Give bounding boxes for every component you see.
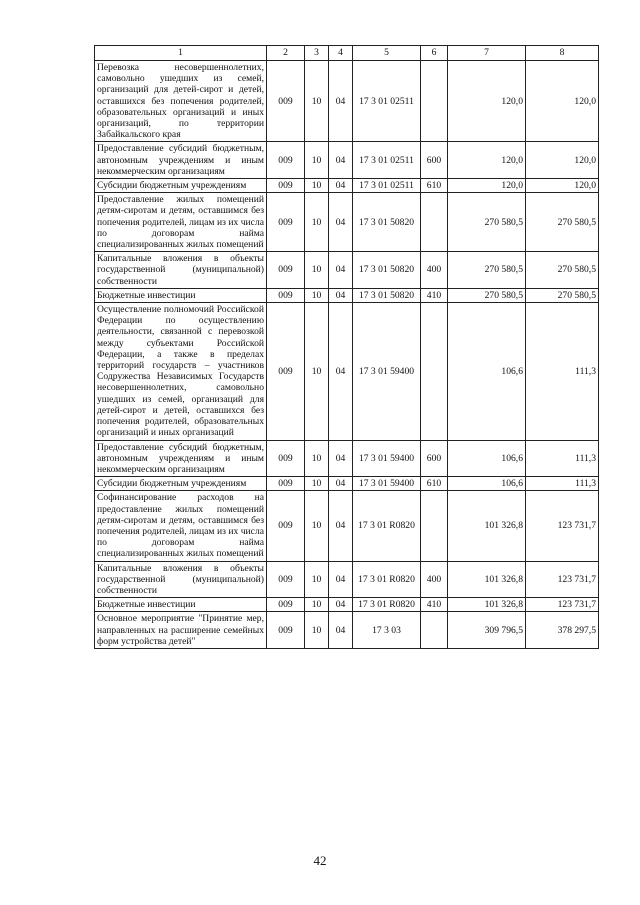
amount-year1-cell: 106,6 [448,303,526,440]
amount-year1-cell: 101 326,8 [448,598,526,612]
row-name-cell: Предоставление жилых помещений детям-сиротам и детям, оставшимся без попечения родителей, лицам из их числа по договорам найма специализированных жилых помещений [95,193,267,252]
target-article-cell: 17 3 03 [353,612,421,649]
header-row [95,46,599,61]
admin-code-cell: 009 [267,142,305,179]
amount-year2-cell: 120,0 [526,179,599,193]
amount-year2-cell: 111,3 [526,477,599,491]
expense-type-cell: 610 [421,477,448,491]
admin-code-cell: 009 [267,477,305,491]
expense-type-cell [421,303,448,440]
amount-year2-cell: 270 580,5 [526,193,599,252]
amount-year1-cell: 270 580,5 [448,193,526,252]
expense-type-cell: 410 [421,598,448,612]
row-name-cell: Бюджетные инвестиции [95,598,267,612]
target-article-cell: 17 3 01 59400 [353,477,421,491]
amount-year2-cell: 270 580,5 [526,288,599,302]
expense-type-cell: 410 [421,288,448,302]
table-row [95,288,599,302]
section-code-cell: 10 [305,303,329,440]
amount-year2-cell: 111,3 [526,440,599,477]
col-header-8: 8 [526,46,599,61]
amount-year1-cell: 106,6 [448,440,526,477]
target-article-cell: 17 3 01 50820 [353,193,421,252]
col-header-1: 1 [95,46,267,61]
expense-type-cell [421,61,448,142]
section-code-cell: 10 [305,612,329,649]
amount-year1-cell: 101 326,8 [448,561,526,598]
admin-code-cell: 009 [267,440,305,477]
admin-code-cell: 009 [267,193,305,252]
section-code-cell: 10 [305,491,329,561]
col-header-3: 3 [305,46,329,61]
row-name-cell: Субсидии бюджетным учреждениям [95,179,267,193]
subsection-code-cell: 04 [329,477,353,491]
table-row [95,598,599,612]
expense-type-cell: 600 [421,440,448,477]
amount-year2-cell: 270 580,5 [526,252,599,289]
expense-type-cell: 600 [421,142,448,179]
table-row [95,491,599,561]
table-row [95,440,599,477]
target-article-cell: 17 3 01 R0820 [353,598,421,612]
section-code-cell: 10 [305,142,329,179]
subsection-code-cell: 04 [329,303,353,440]
subsection-code-cell: 04 [329,612,353,649]
section-code-cell: 10 [305,477,329,491]
admin-code-cell: 009 [267,561,305,598]
amount-year2-cell: 111,3 [526,303,599,440]
section-code-cell: 10 [305,598,329,612]
table-row [95,303,599,440]
row-name-cell: Предоставление субсидий бюджетным, автономным учреждениям и иным некоммерческим организациям [95,440,267,477]
amount-year2-cell: 120,0 [526,142,599,179]
row-name-cell: Субсидии бюджетным учреждениям [95,477,267,491]
target-article-cell: 17 3 01 02511 [353,142,421,179]
amount-year2-cell: 123 731,7 [526,598,599,612]
target-article-cell: 17 3 01 R0820 [353,561,421,598]
admin-code-cell: 009 [267,252,305,289]
target-article-cell: 17 3 01 50820 [353,252,421,289]
row-name-cell: Предоставление субсидий бюджетным, автономным учреждениям и иным некоммерческим организациям [95,142,267,179]
admin-code-cell: 009 [267,288,305,302]
admin-code-cell: 009 [267,179,305,193]
expense-type-cell [421,612,448,649]
table-row [95,61,599,142]
row-name-cell: Бюджетные инвестиции [95,288,267,302]
amount-year2-cell: 378 297,5 [526,612,599,649]
target-article-cell: 17 3 01 59400 [353,303,421,440]
col-header-5: 5 [353,46,421,61]
table-row [95,612,599,649]
section-code-cell: 10 [305,288,329,302]
subsection-code-cell: 04 [329,598,353,612]
section-code-cell: 10 [305,252,329,289]
col-header-2: 2 [267,46,305,61]
target-article-cell: 17 3 01 50820 [353,288,421,302]
row-name-cell: Основное мероприятие "Принятие мер, направленных на расширение семейных форм устройства детей" [95,612,267,649]
budget-table [94,45,599,649]
col-header-6: 6 [421,46,448,61]
table-row [95,477,599,491]
amount-year2-cell: 123 731,7 [526,491,599,561]
amount-year1-cell: 101 326,8 [448,491,526,561]
section-code-cell: 10 [305,193,329,252]
admin-code-cell: 009 [267,303,305,440]
amount-year1-cell: 309 796,5 [448,612,526,649]
subsection-code-cell: 04 [329,252,353,289]
admin-code-cell: 009 [267,612,305,649]
row-name-cell: Капитальные вложения в объекты государственной (муниципальной) собственности [95,561,267,598]
admin-code-cell: 009 [267,491,305,561]
col-header-7: 7 [448,46,526,61]
col-header-4: 4 [329,46,353,61]
amount-year1-cell: 120,0 [448,142,526,179]
amount-year1-cell: 120,0 [448,61,526,142]
table-row [95,142,599,179]
row-name-cell: Перевозка несовершеннолетних, самовольно ушедших из семей, организаций для детей-сирот и детей, оставшихся без попечения родителей, образовательных организаций и иных организаций, по территории Забайкальского края [95,61,267,142]
expense-type-cell [421,193,448,252]
amount-year1-cell: 120,0 [448,179,526,193]
row-name-cell: Капитальные вложения в объекты государственной (муниципальной) собственности [95,252,267,289]
section-code-cell: 10 [305,179,329,193]
amount-year2-cell: 123 731,7 [526,561,599,598]
subsection-code-cell: 04 [329,288,353,302]
section-code-cell: 10 [305,440,329,477]
amount-year1-cell: 270 580,5 [448,288,526,302]
subsection-code-cell: 04 [329,179,353,193]
section-code-cell: 10 [305,561,329,598]
row-name-cell: Осуществление полномочий Российской Федерации по осуществлению деятельности, связанной с перевозкой между субъектами Российской Федерации, а также в пределах территорий государств – участников Содружества Независимых Государств несовершеннолетних, самовольно ушедших из семей, организаций для детей-сирот и детей, оставшихся без попечения родителей, образовательных организаций и иных организаций [95,303,267,440]
table-row [95,193,599,252]
subsection-code-cell: 04 [329,561,353,598]
amount-year1-cell: 270 580,5 [448,252,526,289]
target-article-cell: 17 3 01 02511 [353,179,421,193]
table-row [95,561,599,598]
page-number: 42 [313,853,327,868]
section-code-cell: 10 [305,61,329,142]
expense-type-cell: 610 [421,179,448,193]
target-article-cell: 17 3 01 R0820 [353,491,421,561]
subsection-code-cell: 04 [329,440,353,477]
target-article-cell: 17 3 01 59400 [353,440,421,477]
table-row [95,179,599,193]
subsection-code-cell: 04 [329,61,353,142]
subsection-code-cell: 04 [329,193,353,252]
expense-type-cell: 400 [421,252,448,289]
table-row [95,252,599,289]
expense-type-cell: 400 [421,561,448,598]
row-name-cell: Софинансирование расходов на предоставление жилых помещений детям-сиротам и детям, оставшимся без попечения родителей, лицам из их числа по договорам найма специализированных жилых помещений [95,491,267,561]
admin-code-cell: 009 [267,598,305,612]
admin-code-cell: 009 [267,61,305,142]
subsection-code-cell: 04 [329,142,353,179]
amount-year1-cell: 106,6 [448,477,526,491]
amount-year2-cell: 120,0 [526,61,599,142]
target-article-cell: 17 3 01 02511 [353,61,421,142]
expense-type-cell [421,491,448,561]
subsection-code-cell: 04 [329,491,353,561]
